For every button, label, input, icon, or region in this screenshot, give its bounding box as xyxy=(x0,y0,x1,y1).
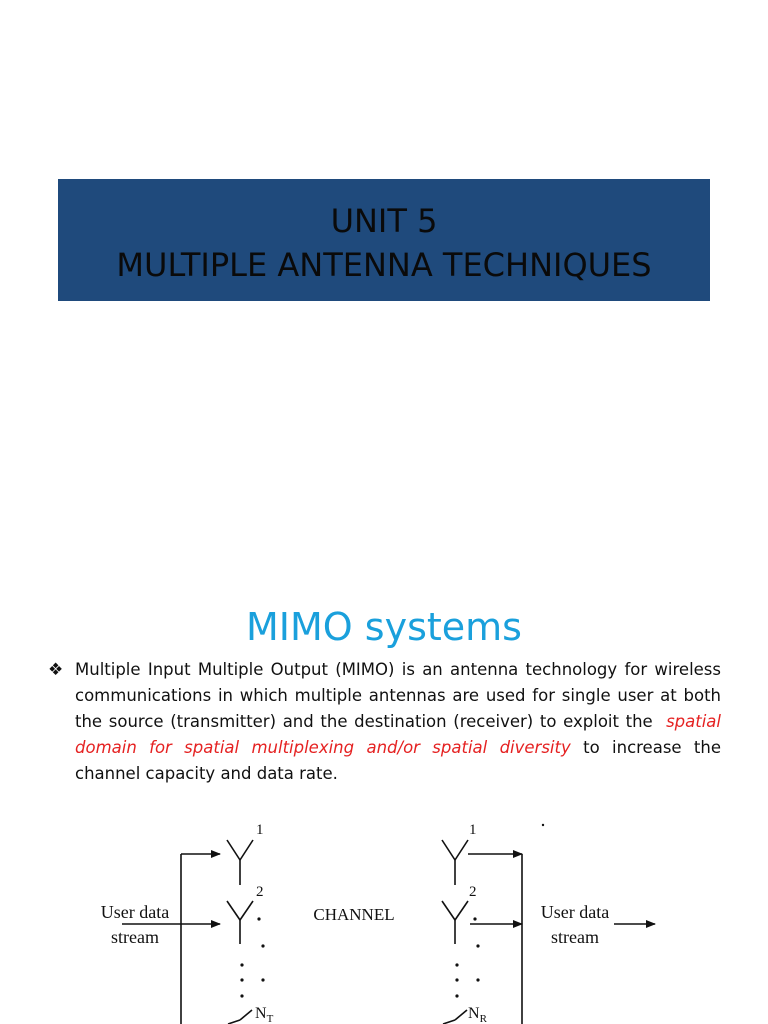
tx-antenna-2-label: 2 xyxy=(256,884,264,900)
rx-dots xyxy=(455,824,544,998)
slide-title: MIMO systems xyxy=(246,605,522,649)
tx-antenna-n-icon xyxy=(228,1010,252,1024)
para-highlight: spatial domain for spatial multiplexing and/or spatial diversity xyxy=(75,712,721,757)
bullet-text xyxy=(75,657,721,787)
tx-dots xyxy=(240,917,264,997)
channel-label: CHANNEL xyxy=(313,905,395,924)
tx-antenna-1-icon xyxy=(227,840,253,885)
para-text-2: to increase the channel capacity and data rate. xyxy=(75,738,721,783)
tx-antenna-2-icon xyxy=(227,901,253,944)
tx-antenna-n-label: $N_T$ xyxy=(255,1005,274,1024)
mimo-diagram xyxy=(0,800,768,1024)
rx-antenna-2-label: 2 xyxy=(469,884,477,900)
tx-label-line2: stream xyxy=(111,927,159,947)
rx-label-line1: User data xyxy=(540,902,610,922)
unit-label: UNIT 5 xyxy=(330,202,438,240)
tx-label-line1: User data xyxy=(100,902,170,922)
unit-title: MULTIPLE ANTENNA TECHNIQUES xyxy=(116,246,652,284)
title-banner xyxy=(58,179,710,301)
rx-antenna-n-label: $N_R$ xyxy=(468,1005,487,1024)
tx-antenna-1-label: 1 xyxy=(256,822,264,838)
bullet-point xyxy=(48,657,721,787)
rx-antenna-1-label: 1 xyxy=(469,822,477,838)
rx-antenna-n-icon xyxy=(443,1010,467,1024)
para-text-1: Multiple Input Multiple Output (MIMO) is an antenna technology for wireless communications in which multiple antennas are used for single user at both the source (transmitter) and the destination (receiver) to exploit the xyxy=(75,660,721,731)
diamond-bullet-icon: ❖ xyxy=(48,660,64,679)
rx-antenna-2-icon xyxy=(442,901,468,944)
rx-antenna-1-icon xyxy=(442,840,468,885)
rx-label-line2: stream xyxy=(551,927,599,947)
